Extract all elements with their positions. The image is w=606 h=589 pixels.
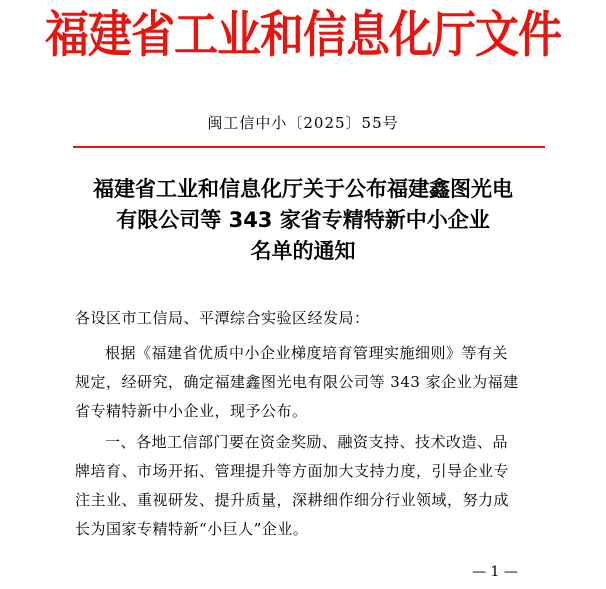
red-separator-line	[73, 146, 545, 148]
paragraph-item-one	[75, 428, 531, 544]
notice-title-line: 名单的通知	[250, 239, 356, 263]
notice-title-line: 有限公司等 343 家省专精特新中小企业	[116, 208, 490, 232]
paragraph-basis	[75, 339, 531, 426]
page-number: — 1 —	[472, 564, 518, 580]
notice-title	[30, 174, 576, 267]
document-number: 闽工信中小〔2025〕55号	[207, 114, 399, 132]
masthead-title: 福建省工业和信息化厅文件	[45, 6, 561, 64]
paragraph-line: 根据《福建省优质中小企业梯度培育管理实施细则》等有关	[105, 344, 509, 362]
salutation: 各设区市工信局、平潭综合实验区经发局：	[75, 309, 370, 327]
paragraph-line: 牌培育、市场开拓、管理提升等方面加大支持力度，引导企业专	[75, 462, 510, 480]
paragraph-line: 一、各地工信部门要在资金奖励、融资支持、技术改造、品	[105, 433, 509, 451]
paragraph-line: 注主业、重视研发、提升质量，深耕细作细分行业领域，努力成	[75, 491, 510, 509]
paragraph-line: 规定，经研究，确定福建鑫图光电有限公司等 343 家企业为福建	[75, 373, 519, 391]
notice-title-line: 福建省工业和信息化厅关于公布福建鑫图光电	[93, 177, 513, 201]
paragraph-line: 长为国家专精特新“小巨人”企业。	[75, 520, 309, 538]
paragraph-line: 省专精特新中小企业，现予公布。	[75, 402, 308, 420]
